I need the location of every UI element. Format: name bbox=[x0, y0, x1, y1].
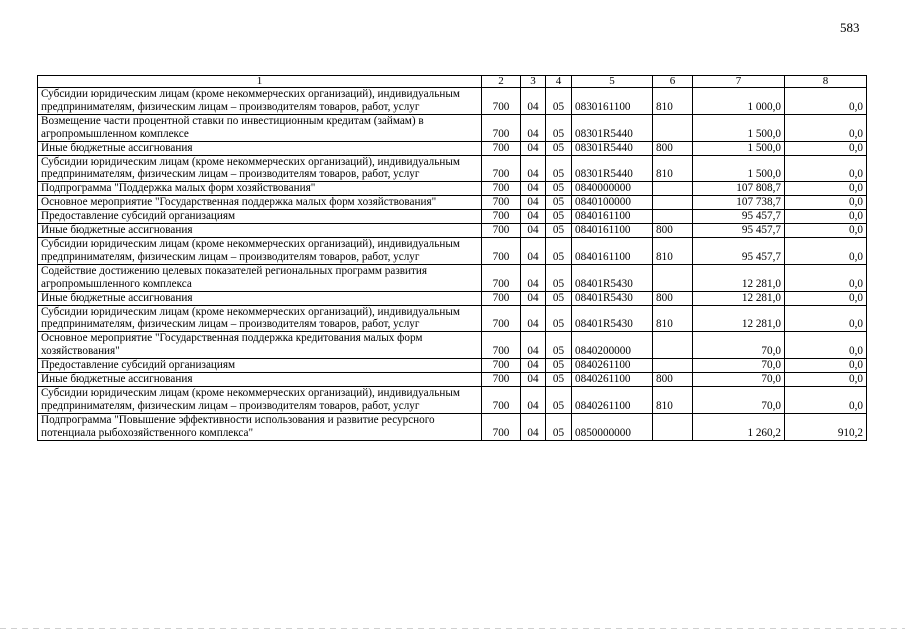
table-row bbox=[38, 196, 867, 210]
amount-cell: 0,0 bbox=[785, 210, 867, 224]
subsection-cell: 05 bbox=[546, 305, 572, 332]
col-header: 5 bbox=[572, 76, 653, 88]
target-article-cell: 0840261100 bbox=[572, 386, 653, 413]
target-article-cell: 0830161100 bbox=[572, 88, 653, 115]
expense-type-cell: 800 bbox=[653, 291, 693, 305]
subsection-cell: 05 bbox=[546, 386, 572, 413]
expense-type-cell bbox=[653, 210, 693, 224]
expense-type-cell bbox=[653, 332, 693, 359]
section-cell: 04 bbox=[521, 264, 546, 291]
target-article-cell: 08301R5440 bbox=[572, 114, 653, 141]
section-cell: 04 bbox=[521, 359, 546, 373]
grbs-cell: 700 bbox=[482, 359, 521, 373]
grbs-cell: 700 bbox=[482, 155, 521, 182]
table-row bbox=[38, 332, 867, 359]
table-row bbox=[38, 155, 867, 182]
expense-type-cell: 800 bbox=[653, 141, 693, 155]
amount-cell: 0,0 bbox=[785, 114, 867, 141]
amount-cell: 95 457,7 bbox=[693, 210, 785, 224]
amount-cell: 107 738,7 bbox=[693, 196, 785, 210]
section-cell: 04 bbox=[521, 88, 546, 115]
grbs-cell: 700 bbox=[482, 88, 521, 115]
subsection-cell: 05 bbox=[546, 264, 572, 291]
expense-type-cell bbox=[653, 264, 693, 291]
table-row bbox=[38, 386, 867, 413]
target-article-cell: 0840200000 bbox=[572, 332, 653, 359]
row-name-cell: Основное мероприятие "Государственная поддержка кредитования малых форм хозяйствования" bbox=[38, 332, 482, 359]
amount-cell: 0,0 bbox=[785, 155, 867, 182]
col-header: 1 bbox=[38, 76, 482, 88]
target-article-cell: 0840100000 bbox=[572, 196, 653, 210]
grbs-cell: 700 bbox=[482, 413, 521, 440]
target-article-cell: 0850000000 bbox=[572, 413, 653, 440]
subsection-cell: 05 bbox=[546, 332, 572, 359]
table-row bbox=[38, 182, 867, 196]
amount-cell: 0,0 bbox=[785, 182, 867, 196]
expense-type-cell bbox=[653, 114, 693, 141]
section-cell: 04 bbox=[521, 237, 546, 264]
grbs-cell: 700 bbox=[482, 114, 521, 141]
table-row bbox=[38, 359, 867, 373]
subsection-cell: 05 bbox=[546, 237, 572, 264]
section-cell: 04 bbox=[521, 141, 546, 155]
target-article-cell: 0840161100 bbox=[572, 210, 653, 224]
amount-cell: 70,0 bbox=[693, 373, 785, 387]
section-cell: 04 bbox=[521, 155, 546, 182]
target-article-cell: 0840261100 bbox=[572, 373, 653, 387]
row-name-cell: Субсидии юридическим лицам (кроме некоммерческих организаций), индивидуальным предпринимателям, физическим лицам – производителям товаров, работ, услуг bbox=[38, 155, 482, 182]
section-cell: 04 bbox=[521, 196, 546, 210]
row-name-cell: Субсидии юридическим лицам (кроме некоммерческих организаций), индивидуальным предпринимателям, физическим лицам – производителям товаров, работ, услуг bbox=[38, 305, 482, 332]
grbs-cell: 700 bbox=[482, 332, 521, 359]
subsection-cell: 05 bbox=[546, 210, 572, 224]
section-cell: 04 bbox=[521, 386, 546, 413]
expense-type-cell bbox=[653, 182, 693, 196]
table-row bbox=[38, 237, 867, 264]
target-article-cell: 08401R5430 bbox=[572, 264, 653, 291]
table-row bbox=[38, 88, 867, 115]
expense-type-cell: 810 bbox=[653, 88, 693, 115]
section-cell: 04 bbox=[521, 332, 546, 359]
amount-cell: 0,0 bbox=[785, 224, 867, 238]
grbs-cell: 700 bbox=[482, 237, 521, 264]
col-header: 2 bbox=[482, 76, 521, 88]
amount-cell: 0,0 bbox=[785, 359, 867, 373]
table-row bbox=[38, 305, 867, 332]
amount-cell: 0,0 bbox=[785, 196, 867, 210]
row-name-cell: Предоставление субсидий организациям bbox=[38, 210, 482, 224]
section-cell: 04 bbox=[521, 182, 546, 196]
subsection-cell: 05 bbox=[546, 196, 572, 210]
col-header: 8 bbox=[785, 76, 867, 88]
amount-cell: 12 281,0 bbox=[693, 264, 785, 291]
grbs-cell: 700 bbox=[482, 182, 521, 196]
expense-type-cell: 810 bbox=[653, 237, 693, 264]
amount-cell: 910,2 bbox=[785, 413, 867, 440]
table-row bbox=[38, 413, 867, 440]
row-name-cell: Субсидии юридическим лицам (кроме некоммерческих организаций), индивидуальным предпринимателям, физическим лицам – производителям товаров, работ, услуг bbox=[38, 88, 482, 115]
subsection-cell: 05 bbox=[546, 88, 572, 115]
amount-cell: 0,0 bbox=[785, 264, 867, 291]
amount-cell: 0,0 bbox=[785, 237, 867, 264]
grbs-cell: 700 bbox=[482, 291, 521, 305]
amount-cell: 0,0 bbox=[785, 386, 867, 413]
row-name-cell: Подпрограмма "Поддержка малых форм хозяйствования" bbox=[38, 182, 482, 196]
grbs-cell: 700 bbox=[482, 196, 521, 210]
table-row bbox=[38, 291, 867, 305]
subsection-cell: 05 bbox=[546, 291, 572, 305]
amount-cell: 0,0 bbox=[785, 141, 867, 155]
amount-cell: 0,0 bbox=[785, 291, 867, 305]
row-name-cell: Основное мероприятие "Государственная поддержка малых форм хозяйствования" bbox=[38, 196, 482, 210]
amount-cell: 70,0 bbox=[693, 359, 785, 373]
section-cell: 04 bbox=[521, 305, 546, 332]
section-cell: 04 bbox=[521, 373, 546, 387]
row-name-cell: Субсидии юридическим лицам (кроме некоммерческих организаций), индивидуальным предпринимателям, физическим лицам – производителям товаров, работ, услуг bbox=[38, 386, 482, 413]
table-row bbox=[38, 373, 867, 387]
expense-type-cell: 800 bbox=[653, 373, 693, 387]
grbs-cell: 700 bbox=[482, 210, 521, 224]
expense-type-cell: 800 bbox=[653, 224, 693, 238]
row-name-cell: Иные бюджетные ассигнования bbox=[38, 373, 482, 387]
col-header: 6 bbox=[653, 76, 693, 88]
col-header: 7 bbox=[693, 76, 785, 88]
table-row bbox=[38, 210, 867, 224]
target-article-cell: 0840261100 bbox=[572, 359, 653, 373]
target-article-cell: 0840161100 bbox=[572, 224, 653, 238]
amount-cell: 0,0 bbox=[785, 305, 867, 332]
table-row bbox=[38, 264, 867, 291]
target-article-cell: 08401R5430 bbox=[572, 305, 653, 332]
amount-cell: 0,0 bbox=[785, 332, 867, 359]
header-row bbox=[38, 76, 867, 88]
section-cell: 04 bbox=[521, 114, 546, 141]
amount-cell: 95 457,7 bbox=[693, 237, 785, 264]
row-name-cell: Возмещение части процентной ставки по инвестиционным кредитам (займам) в агропромышленном комплексе bbox=[38, 114, 482, 141]
amount-cell: 95 457,7 bbox=[693, 224, 785, 238]
amount-cell: 12 281,0 bbox=[693, 291, 785, 305]
row-name-cell: Субсидии юридическим лицам (кроме некоммерческих организаций), индивидуальным предпринимателям, физическим лицам – производителям товаров, работ, услуг bbox=[38, 237, 482, 264]
row-name-cell: Иные бюджетные ассигнования bbox=[38, 224, 482, 238]
target-article-cell: 0840000000 bbox=[572, 182, 653, 196]
expense-type-cell bbox=[653, 413, 693, 440]
expense-type-cell: 810 bbox=[653, 155, 693, 182]
target-article-cell: 08301R5440 bbox=[572, 155, 653, 182]
amount-cell: 1 500,0 bbox=[693, 155, 785, 182]
amount-cell: 107 808,7 bbox=[693, 182, 785, 196]
subsection-cell: 05 bbox=[546, 155, 572, 182]
subsection-cell: 05 bbox=[546, 413, 572, 440]
table-row bbox=[38, 114, 867, 141]
amount-cell: 1 500,0 bbox=[693, 114, 785, 141]
row-name-cell: Предоставление субсидий организациям bbox=[38, 359, 482, 373]
amount-cell: 70,0 bbox=[693, 386, 785, 413]
table-row bbox=[38, 141, 867, 155]
grbs-cell: 700 bbox=[482, 305, 521, 332]
expense-type-cell: 810 bbox=[653, 386, 693, 413]
target-article-cell: 08401R5430 bbox=[572, 291, 653, 305]
amount-cell: 1 500,0 bbox=[693, 141, 785, 155]
expense-type-cell: 810 bbox=[653, 305, 693, 332]
amount-cell: 0,0 bbox=[785, 373, 867, 387]
row-name-cell: Иные бюджетные ассигнования bbox=[38, 141, 482, 155]
scan-artifact-line bbox=[0, 628, 905, 629]
subsection-cell: 05 bbox=[546, 182, 572, 196]
budget-table bbox=[37, 75, 867, 441]
expense-type-cell bbox=[653, 196, 693, 210]
grbs-cell: 700 bbox=[482, 141, 521, 155]
target-article-cell: 08301R5440 bbox=[572, 141, 653, 155]
col-header: 3 bbox=[521, 76, 546, 88]
section-cell: 04 bbox=[521, 413, 546, 440]
page-number: 583 bbox=[840, 20, 860, 35]
amount-cell: 70,0 bbox=[693, 332, 785, 359]
grbs-cell: 700 bbox=[482, 264, 521, 291]
subsection-cell: 05 bbox=[546, 224, 572, 238]
subsection-cell: 05 bbox=[546, 359, 572, 373]
expense-type-cell bbox=[653, 359, 693, 373]
grbs-cell: 700 bbox=[482, 386, 521, 413]
grbs-cell: 700 bbox=[482, 373, 521, 387]
section-cell: 04 bbox=[521, 291, 546, 305]
section-cell: 04 bbox=[521, 224, 546, 238]
table-body bbox=[38, 88, 867, 441]
subsection-cell: 05 bbox=[546, 141, 572, 155]
amount-cell: 0,0 bbox=[785, 88, 867, 115]
grbs-cell: 700 bbox=[482, 224, 521, 238]
amount-cell: 1 000,0 bbox=[693, 88, 785, 115]
amount-cell: 12 281,0 bbox=[693, 305, 785, 332]
amount-cell: 1 260,2 bbox=[693, 413, 785, 440]
subsection-cell: 05 bbox=[546, 114, 572, 141]
section-cell: 04 bbox=[521, 210, 546, 224]
target-article-cell: 0840161100 bbox=[572, 237, 653, 264]
row-name-cell: Подпрограмма "Повышение эффективности использования и развитие ресурсного потенциала рыбохозяйственного комплекса" bbox=[38, 413, 482, 440]
subsection-cell: 05 bbox=[546, 373, 572, 387]
row-name-cell: Содействие достижению целевых показателей региональных программ развития агропромышленного комплекса bbox=[38, 264, 482, 291]
row-name-cell: Иные бюджетные ассигнования bbox=[38, 291, 482, 305]
table-row bbox=[38, 224, 867, 238]
col-header: 4 bbox=[546, 76, 572, 88]
